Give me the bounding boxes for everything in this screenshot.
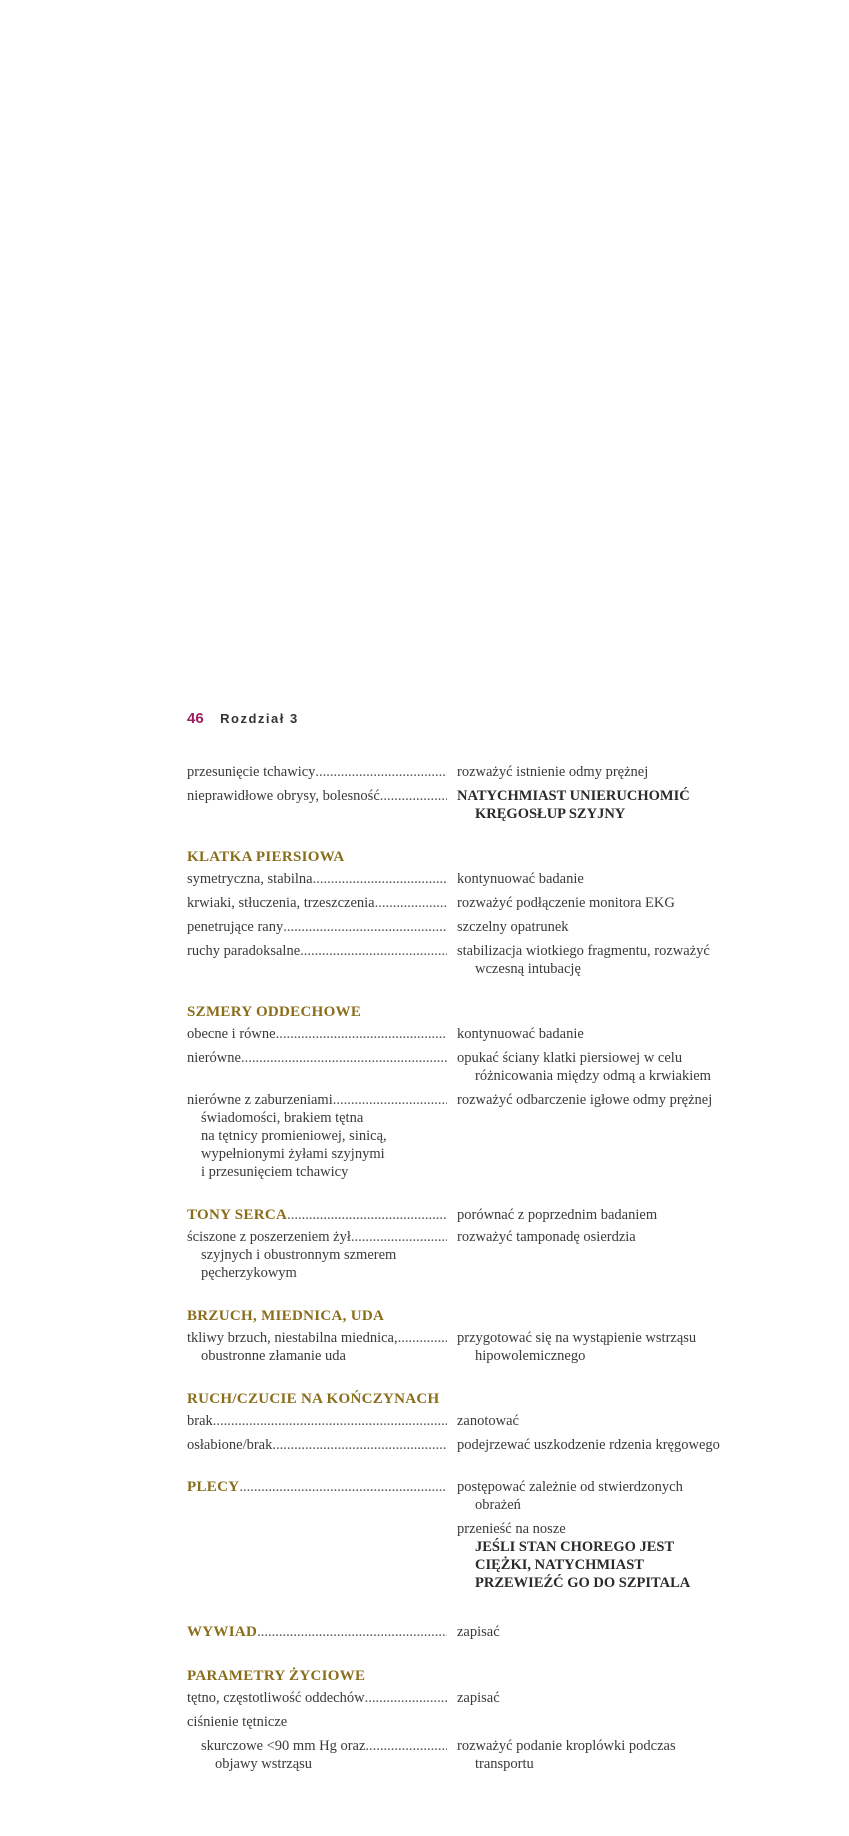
leader-dots <box>276 1025 447 1043</box>
action-text: zapisać <box>457 1690 500 1706</box>
leader-dots <box>213 1412 447 1430</box>
finding-text-cont: objawy wstrząsu <box>215 1756 313 1772</box>
finding-text: osłabione/brak <box>187 1437 273 1453</box>
finding-text-cont: pęcherzykowym <box>201 1265 297 1281</box>
finding-text: krwiaki, stłuczenia, trzeszczenia <box>187 895 375 911</box>
section-title: PARAMETRY ŻYCIOWE <box>187 1668 366 1684</box>
section-title: KLATKA PIERSIOWA <box>187 849 345 865</box>
action-text: opukać ściany klatki piersiowej w celu <box>457 1050 683 1066</box>
table-row <box>187 1025 787 1043</box>
section-title: PLECY <box>187 1479 240 1495</box>
leader-dots <box>272 1436 447 1454</box>
finding-text-cont: obustronne złamanie uda <box>201 1348 346 1364</box>
finding-text: nierówne z zaburzeniami <box>187 1092 333 1108</box>
warning-text: JEŚLI STAN CHOREGO JEST <box>475 1539 675 1555</box>
finding-text-cont: szyjnych i obustronnym szmerem <box>201 1247 397 1263</box>
table-row <box>187 1436 787 1454</box>
finding-text-cont: wypełnionymi żyłami szyjnymi <box>201 1146 385 1162</box>
finding-text: obecne i równe <box>187 1026 276 1042</box>
finding-text: brak <box>187 1413 213 1429</box>
finding-text: skurczowe <90 mm Hg oraz <box>201 1738 366 1754</box>
action-text: NATYCHMIAST UNIERUCHOMIĆ <box>457 788 690 804</box>
page-header <box>187 710 299 728</box>
action-text-cont: KRĘGOSŁUP SZYJNY <box>475 806 626 822</box>
action-text: porównać z poprzednim badaniem <box>457 1207 658 1223</box>
finding-text: symetryczna, stabilna <box>187 871 313 887</box>
action-text: przenieść na nosze <box>457 1521 566 1537</box>
leader-dots <box>398 1329 447 1347</box>
action-text-cont: obrażeń <box>475 1497 521 1513</box>
finding-text: ruchy paradoksalne <box>187 943 301 959</box>
chapter-label: Rozdział 3 <box>220 711 299 726</box>
table-row <box>187 1478 787 1514</box>
table-row <box>187 870 787 888</box>
action-text: postępować zależnie od stwierdzonych <box>457 1479 683 1495</box>
action-text: podejrzewać uszkodzenie rdzenia kręgowego <box>457 1437 720 1453</box>
table-row <box>187 942 787 978</box>
leader-dots <box>365 1689 447 1707</box>
action-text: stabilizacja wiotkiego fragmentu, rozważyć <box>457 943 710 959</box>
action-text: przygotować się na wystąpienie wstrząsu <box>457 1330 697 1346</box>
table-row <box>187 1689 787 1707</box>
table-row <box>187 918 787 936</box>
leader-dots <box>351 1228 447 1246</box>
finding-text: nieprawidłowe obrysy, bolesność <box>187 788 380 804</box>
leader-dots <box>300 942 447 960</box>
action-text: zanotować <box>457 1413 519 1429</box>
action-text-cont: różnicowania między odmą a krwiakiem <box>475 1068 711 1084</box>
section-title: WYWIAD <box>187 1624 258 1640</box>
bp-label: ciśnienie tętnicze <box>187 1714 288 1730</box>
action-text-cont: transportu <box>475 1756 534 1772</box>
table-row <box>187 787 787 823</box>
finding-text: tętno, częstotliwość oddechów <box>187 1690 365 1706</box>
finding-text: ściszone z poszerzeniem żył <box>187 1229 351 1245</box>
table-row <box>187 894 787 912</box>
table-row <box>187 1737 787 1773</box>
table-row <box>187 1228 787 1282</box>
action-text: rozważyć istnienie odmy prężnej <box>457 764 649 780</box>
section-title: SZMERY ODDECHOWE <box>187 1004 362 1020</box>
leader-dots <box>315 763 447 781</box>
table-row <box>187 1412 787 1430</box>
leader-dots <box>257 1622 447 1642</box>
leader-dots <box>287 1205 447 1225</box>
finding-text: nierówne <box>187 1050 241 1066</box>
table-row <box>187 1049 787 1085</box>
finding-text-cont: i przesunięciem tchawicy <box>201 1164 349 1180</box>
table-row <box>187 1520 787 1592</box>
action-text: kontynuować badanie <box>457 871 584 887</box>
leader-dots <box>313 870 447 888</box>
finding-text: przesunięcie tchawicy <box>187 764 316 780</box>
action-text: rozważyć tamponadę osierdzia <box>457 1229 636 1245</box>
leader-dots <box>241 1049 447 1067</box>
leader-dots <box>283 918 447 936</box>
assessment-table <box>187 763 787 1773</box>
action-text: szczelny opatrunek <box>457 919 569 935</box>
leader-dots <box>333 1091 447 1109</box>
leader-dots <box>239 1478 447 1496</box>
action-text: zapisać <box>457 1624 500 1640</box>
section-title: TONY SERCA <box>187 1207 288 1223</box>
warning-text: CIĘŻKI, NATYCHMIAST <box>475 1557 644 1573</box>
table-row <box>187 1622 787 1642</box>
table-row <box>187 1091 787 1181</box>
action-text: kontynuować badanie <box>457 1026 584 1042</box>
section-title: RUCH/CZUCIE NA KOŃCZYNACH <box>187 1391 440 1407</box>
action-text-cont: wczesną intubację <box>475 961 581 977</box>
leader-dots <box>365 1737 447 1755</box>
finding-text: tkliwy brzuch, niestabilna miednica, <box>187 1330 398 1346</box>
finding-text-cont: na tętnicy promieniowej, sinicą, <box>201 1128 387 1144</box>
action-text: rozważyć podłączenie monitora EKG <box>457 895 675 911</box>
warning-text: PRZEWIEŹĆ GO DO SZPITALA <box>475 1575 691 1591</box>
page-number: 46 <box>187 710 204 727</box>
leader-dots <box>380 787 447 805</box>
table-row <box>187 1329 787 1365</box>
action-text: rozważyć odbarczenie igłowe odmy prężnej <box>457 1092 713 1108</box>
table-row <box>187 1205 787 1225</box>
action-text: rozważyć podanie kroplówki podczas <box>457 1738 676 1754</box>
finding-text-cont: świadomości, brakiem tętna <box>201 1110 364 1126</box>
table-row <box>187 763 787 781</box>
leader-dots <box>375 894 447 912</box>
action-text-cont: hipowolemicznego <box>475 1348 586 1364</box>
section-title: BRZUCH, MIEDNICA, UDA <box>187 1308 385 1324</box>
finding-text: penetrujące rany <box>187 919 284 935</box>
